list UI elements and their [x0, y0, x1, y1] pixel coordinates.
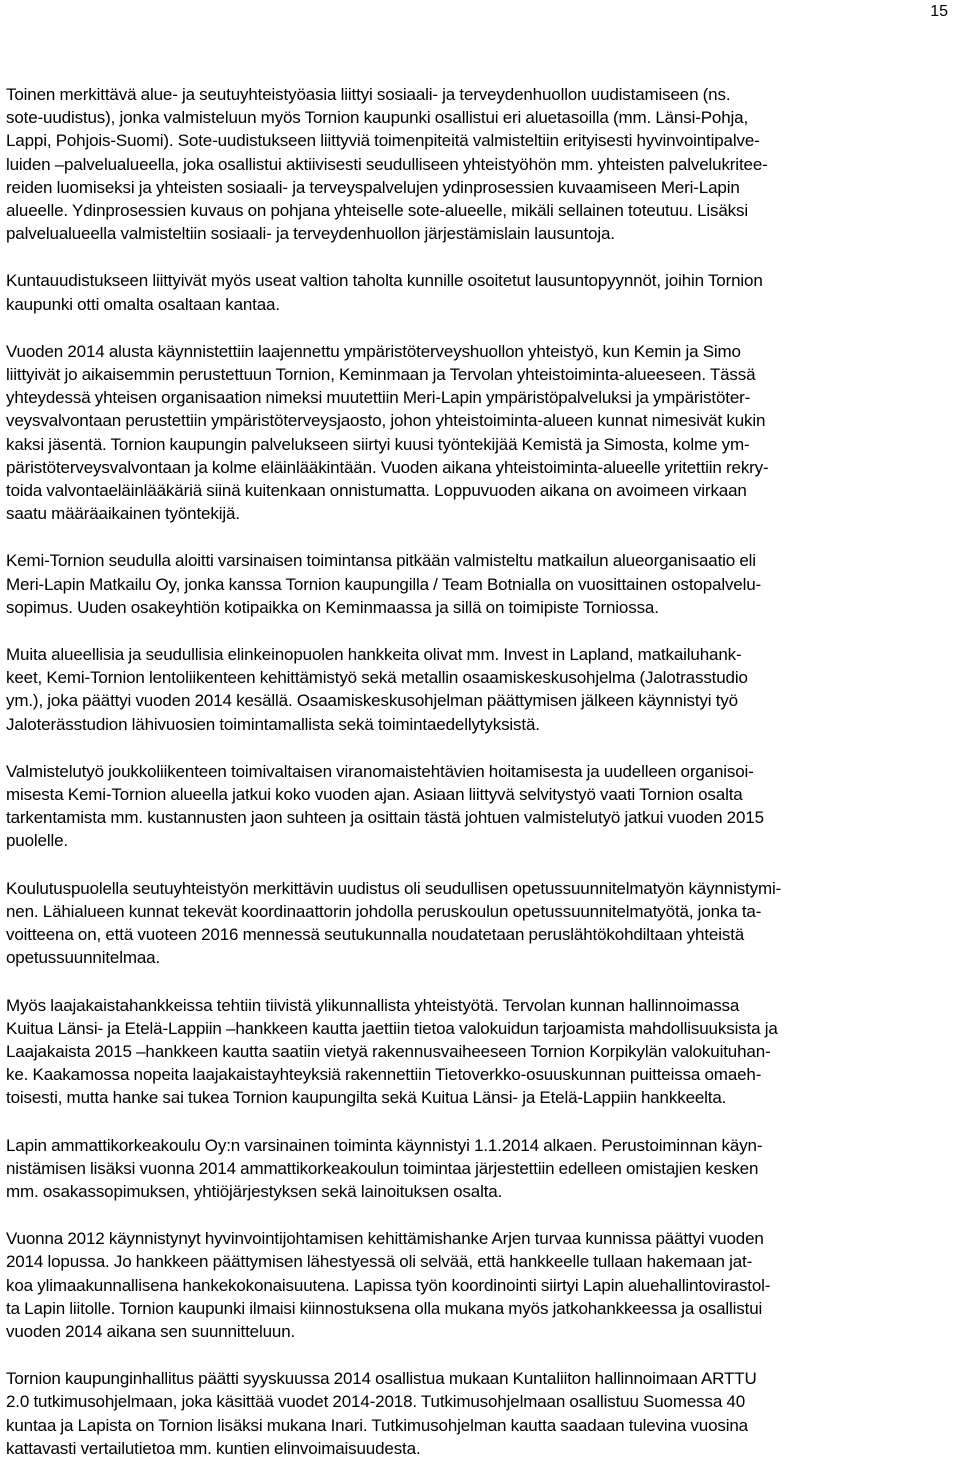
paragraph: [6, 643, 954, 736]
text-line: yhteydessä yhteisen organisaation nimeksi muutettiin Meri-Lapin ympäristöpalveluksi ja ympäristöter-: [6, 388, 751, 408]
text-line: Kuitua Länsi- ja Etelä-Lappiin –hankkeen kautta jaettiin tietoa valokuidun tarjoamista mahdollisuuksista ja: [6, 1018, 778, 1038]
text-line: puolelle.: [6, 831, 68, 851]
text-line: Valmistelutyö joukkoliikenteen toimivaltaisen viranomaistehtävien hoitamisesta ja uudelleen organisoi-: [6, 761, 754, 781]
text-line: alueelle. Ydinprosessien kuvaus on pohjana yhteiselle sote-alueelle, mikäli sellainen toteutuu. Lisäksi: [6, 201, 748, 221]
paragraph: [6, 994, 954, 1110]
text-line: saatu määräaikainen työntekijä.: [6, 504, 240, 524]
text-line: voitteena on, että vuoteen 2016 mennessä seutukunnalla noudatetaan peruslähtökohdiltaan yhteistä: [6, 925, 745, 945]
text-line: nistämisen lisäksi vuonna 2014 ammattikorkeakoulun toimintaa järjestettiin edelleen omistajien kesken: [6, 1158, 759, 1178]
paragraph: [6, 877, 954, 970]
text-line: Tornion kaupunginhallitus päätti syyskuussa 2014 osallistua mukaan Kuntaliiton hallinnoimaan ARTTU: [6, 1369, 757, 1389]
text-line: ta Lapin liitolle. Tornion kaupunki ilmaisi kiinnostuksena olla mukana myös jatkohankkeessa ja osallistui: [6, 1298, 763, 1318]
text-line: Laajakaista 2015 –hankkeen kautta saatiin vietyä rakennusvaiheeseen Tornion Korpikylän valokuituhan-: [6, 1041, 771, 1061]
text-line: kaksi jäsentä. Tornion kaupungin palvelukseen siirtyi kuusi työntekijää Kemistä ja Simosta, kolme ym-: [6, 434, 750, 454]
text-line: Koulutuspuolella seutuyhteistyön merkittävin uudistus oli seudullisen opetussuunnitelmatyön käynnistymi-: [6, 878, 782, 898]
text-line: veysvalvontaan perustettiin ympäristöterveysjaosto, johon yhteistoiminta-alueen kunnat nimesivät kukin: [6, 411, 766, 431]
text-line: luiden –palvelualueella, joka osallistui aktiivisesti seudulliseen yhteistyöhön mm. yhteisten palvelukritee-: [6, 154, 768, 174]
text-line: Vuoden 2014 alusta käynnistettiin laajennettu ympäristöterveyshuollon yhteistyö, kun Kemin ja Simo: [6, 341, 741, 361]
text-line: ke. Kaakamossa nopeita laajakaistayhteyksiä rakennettiin Tietoverkko-osuuskunnan puitteissa omaeh-: [6, 1065, 762, 1085]
text-line: Toinen merkittävä alue- ja seutuyhteistyöasia liittyi sosiaali- ja terveydenhuollon uudistamiseen (ns.: [6, 85, 731, 104]
text-line: sopimus. Uuden osakeyhtiön kotipaikka on Keminmaassa ja sillä on toimipiste Torniossa.: [6, 597, 659, 617]
text-line: Vuonna 2012 käynnistynyt hyvinvointijohtamisen kehittämishanke Arjen turvaa kunnissa päättyi vuoden: [6, 1229, 764, 1249]
text-line: kuntaa ja Lapista on Tornion lisäksi mukana Inari. Tutkimusohjelman kautta saadaan tulevina vuosina: [6, 1415, 748, 1435]
text-line: ym.), joka päättyi vuoden 2014 kesällä. Osaamiskeskusohjelman päättymisen jälkeen käynnistyi työ: [6, 691, 738, 711]
text-line: toisesti, mutta hanke sai tukea Tornion kaupungilta sekä Kuitua Länsi- ja Etelä-Lappiin hankkeelta.: [6, 1088, 727, 1108]
text-line: 2.0 tutkimusohjelmaan, joka käsittää vuodet 2014-2018. Tutkimusohjelmaan osallistuu Suomessa 40: [6, 1392, 746, 1412]
text-line: Kemi-Tornion seudulla aloitti varsinaisen toimintansa pitkään valmisteltu matkailun alueorganisaatio eli: [6, 551, 756, 571]
text-line: reiden luomiseksi ja yhteisten sosiaali- ja terveyspalvelujen ydinprosessien kuvaamiseen Meri-Lapin: [6, 177, 740, 197]
paragraph: [6, 1367, 954, 1460]
text-line: opetussuunnitelmaa.: [6, 948, 161, 968]
text-line: kaupunki otti omalta osaltaan kantaa.: [6, 294, 280, 314]
text-line: nen. Lähialueen kunnat tekevät koordinaattorin johdolla peruskoulun opetussuunnitelmatyötä, jonka ta-: [6, 901, 762, 921]
document-body: [6, 83, 954, 1460]
text-line: toida valvontaeläinlääkäriä siinä kuitenkaan onnistumatta. Loppuvuoden aikana on avoimeen virkaan: [6, 481, 747, 501]
text-line: Muita alueellisia ja seudullisia elinkeinopuolen hankkeita olivat mm. Invest in Lapland, matkailuhank-: [6, 645, 742, 665]
text-line: tarkentamista mm. kustannusten jaon suhteen ja osittain tästä johtuen valmistelutyö jatkui vuoden 2015: [6, 808, 764, 828]
text-line: Kuntauudistukseen liittyivät myös useat valtion taholta kunnille osoitetut lausuntopyynnöt, joihin Tornion: [6, 271, 763, 291]
text-line: Lapin ammattikorkeakoulu Oy:n varsinainen toiminta käynnistyi 1.1.2014 alkaen. Perustoiminnan käyn-: [6, 1135, 763, 1155]
page-number: 15: [930, 3, 948, 20]
text-line: sote-uudistus), jonka valmisteluun myös Tornion kaupunki osallistui eri aluetasoilla (mm. Länsi-Pohja,: [6, 108, 749, 128]
text-line: koa ylimaakunnallisena hankekokonaisuutena. Lapissa työn koordinointi siirtyi Lapin aluehallintovirastol-: [6, 1275, 771, 1295]
paragraph: [6, 1134, 954, 1204]
text-line: palvelualueella valmisteltiin sosiaali- ja terveydenhuollon järjestämislain lausuntoja.: [6, 224, 615, 244]
text-line: 2014 lopussa. Jo hankkeen päättymisen lähestyessä oli selvää, että hankkeelle tullaan hakemaan jat-: [6, 1252, 753, 1272]
text-line: vuoden 2014 aikana sen suunnitteluun.: [6, 1321, 296, 1341]
paragraph: [6, 760, 954, 853]
paragraph: [6, 269, 954, 315]
paragraph: [6, 83, 954, 245]
text-line: Myös laajakaistahankkeissa tehtiin tiivistä ylikunnallista yhteistyötä. Tervolan kunnan hallinnoimassa: [6, 995, 740, 1015]
text-line: liittyivät jo aikaisemmin perustettuun Tornion, Keminmaan ja Tervolan yhteistoiminta-alueeseen. Tässä: [6, 365, 756, 385]
paragraph: [6, 549, 954, 619]
text-line: misesta Kemi-Tornion alueella jatkui koko vuoden ajan. Asiaan liittyvä selvitystyö vaati Tornion osalta: [6, 785, 743, 805]
text-line: Jaloterässtudion lähivuosien toimintamallista sekä toimintaedellytyksistä.: [6, 714, 540, 734]
paragraph: [6, 1227, 954, 1343]
text-line: kattavasti vertailutietoa mm. kuntien elinvoimaisuudesta.: [6, 1438, 421, 1458]
text-line: päristöterveysvalvontaan ja kolme eläinlääkintään. Vuoden aikana yhteistoiminta-alueelle yritettiin rekry-: [6, 457, 769, 477]
text-line: Meri-Lapin Matkailu Oy, jonka kanssa Tornion kaupungilla / Team Botnialla on vuosittainen ostopalvelu-: [6, 574, 762, 594]
text-line: mm. osakassopimuksen, yhtiöjärjestyksen sekä lainoituksen osalta.: [6, 1181, 503, 1201]
text-line: keet, Kemi-Tornion lentoliikenteen kehittämistyö sekä metallin osaamiskeskusohjelma (Jalotrasstudio: [6, 668, 748, 688]
paragraph: [6, 340, 954, 526]
text-line: Lappi, Pohjois-Suomi). Sote-uudistukseen liittyviä toimenpiteitä valmisteltiin erityisesti hyvinvointipalve-: [6, 131, 760, 151]
